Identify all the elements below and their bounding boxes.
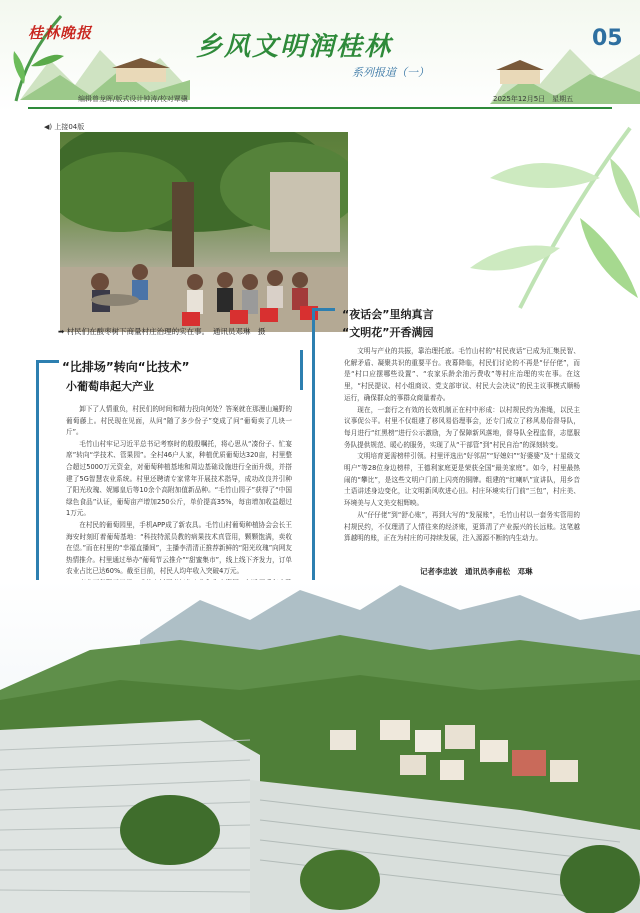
paragraph: 现在，一套行之有效的长效机制正在村中形成：以村规民约为准绳，以民主议事促公平。村里不仅组建了移风易俗理事会，还专门成立了移风易俗督导队，每月进行“红黑榜”进行公示激励，为了保障新风落地，督导队全程监督，志愿服务队提供规范、暖心的服务，实现了从“干部管”到“村民自治”的深刻转变。: [344, 405, 580, 449]
vineyard-landscape-photo: [0, 580, 640, 913]
page-title: 乡风文明润桂林: [196, 32, 393, 62]
caption-arrow-icon: ➡: [58, 327, 65, 336]
right-article-heading-1: “夜话会”里纳真言: [342, 308, 434, 321]
paragraph: 从“仔仔佬”到“舒心账”，再到大写的“发展账”，毛竹山村以一套务实管用的村规民约，不仅理清了人情往来的经济账，更算清了产业振兴的长远账。这笔越算越明的账，正在为村庄的可持续发展，注入源源不断的内生动力。: [344, 510, 580, 543]
paragraph: 文明培育更需榜样引领。村里评选出“好邻居”“好媳妇”“好婆婆”及“十星级文明户”等28位身边榜样，王德利家庭更是荣获全国“最美家庭”。如今，村里最热闹的“攀比”，是这些文明户门前上闪亮的铜牌。组建的“红喇叭”宣讲队，用乡音土语讲述身边变化，让文明新风吹进心田。村庄环境实行门前“三包”，村庄美、环境美与人文美交相辉映。: [344, 452, 580, 508]
paragraph: 卸下了人情重负，村民们的时间和精力投向何处？答案就在那漫山遍野的葡萄藤上。村民现在见面，从问“随了多少份子”变成了问“葡萄卖了几块一斤”。: [66, 405, 292, 437]
paragraph: 毛竹山村牢记习近平总书记考察时的殷殷嘱托，将心思从“凑份子、忙宴席”转向“学技术、管果园”。全村46户人家，种植优质葡萄达320亩，村里整合超过5000万元资金，对葡萄种植基地和周边基础设施进行全面升级，并搭建了5G智慧农业系统。村里还聘请专家常年开展技术指导，成功改良并引种了阳光玫瑰、妮娜皇后等10余个高附加值新品种。“毛竹山园子”获得了“中国绿色食品”认证，葡萄亩产增加250公斤，单价提高35%，每亩增加收益超过1万元。: [66, 439, 292, 518]
right-article-body: [344, 346, 580, 545]
issue-date: 2025年12月5日 星期五: [493, 95, 574, 103]
left-article-bracket-end: [300, 350, 303, 390]
continued-label: 上接04版: [54, 123, 85, 131]
vineyard-landscape-illustration: [0, 580, 640, 913]
tree-gathering-illustration: [60, 132, 348, 332]
left-article-bracket: [36, 360, 59, 593]
bamboo-leaves-icon: [370, 118, 640, 318]
continued-from-marker: ◀) 上接04版: [44, 123, 85, 131]
paragraph: 文明与产业的共振，靠治理托底。毛竹山村的“村民夜话”已成为汇集民智、化解矛盾、凝聚共识的重要平台。夜幕降临，村民们讨论的不再是“仔仔佬”，而是“村口应摆哪些设置”、“农家乐龄余油污费收”等村庄治理的实在事。在这里，“村民提议、村小组商议、党支部审议、村民大会决议”的民主议事模式顺畅运行，确保群众的事群众商量着办。: [344, 347, 580, 402]
right-article-heading-2: “文明花”开香满园: [342, 326, 434, 339]
left-article-subheading: 小葡萄串起大产业: [66, 380, 154, 393]
page-header: [0, 0, 640, 112]
right-article-bracket: [312, 308, 335, 581]
page-number: 05: [592, 26, 623, 51]
left-article-heading: “比排场”转向“比技术”: [62, 360, 190, 374]
paragraph: 在村民的葡萄园里，手机APP成了新农具。毛竹山村葡萄种植协会会长王海安时刻盯着葡萄基地：“科技特派员教的病果技术真管用，颗颗饱满，卖收在望。”而在村里的“幸福直播间”，主播李清清正推荐新鲜的“阳光玫瑰”向网友热情推介。村里通过举办“葡萄节云推介”“甜蜜集市”，线上线下齐发力，订单农业占比已达60%。截至目前，村民人均年收入突破4万元。: [66, 520, 292, 576]
editor-credits: 编辑曾龙晖/版式设计钟涛/校对覃骥: [78, 95, 188, 103]
photo-caption-meeting: [58, 326, 288, 338]
caption-text: 村民们在酸枣树下商量村庄治理的实在事。 通讯员邓琳 摄: [66, 327, 266, 336]
series-label: 系列报道（一）: [352, 66, 429, 79]
village-meeting-photo: [60, 132, 348, 332]
bamboo-leaf-icon: [6, 6, 66, 106]
article-byline: 记者李忠波 通讯员李甫松 邓琳: [420, 567, 533, 576]
header-divider: [28, 107, 612, 109]
newspaper-brand: 桂林晚报: [28, 24, 93, 42]
